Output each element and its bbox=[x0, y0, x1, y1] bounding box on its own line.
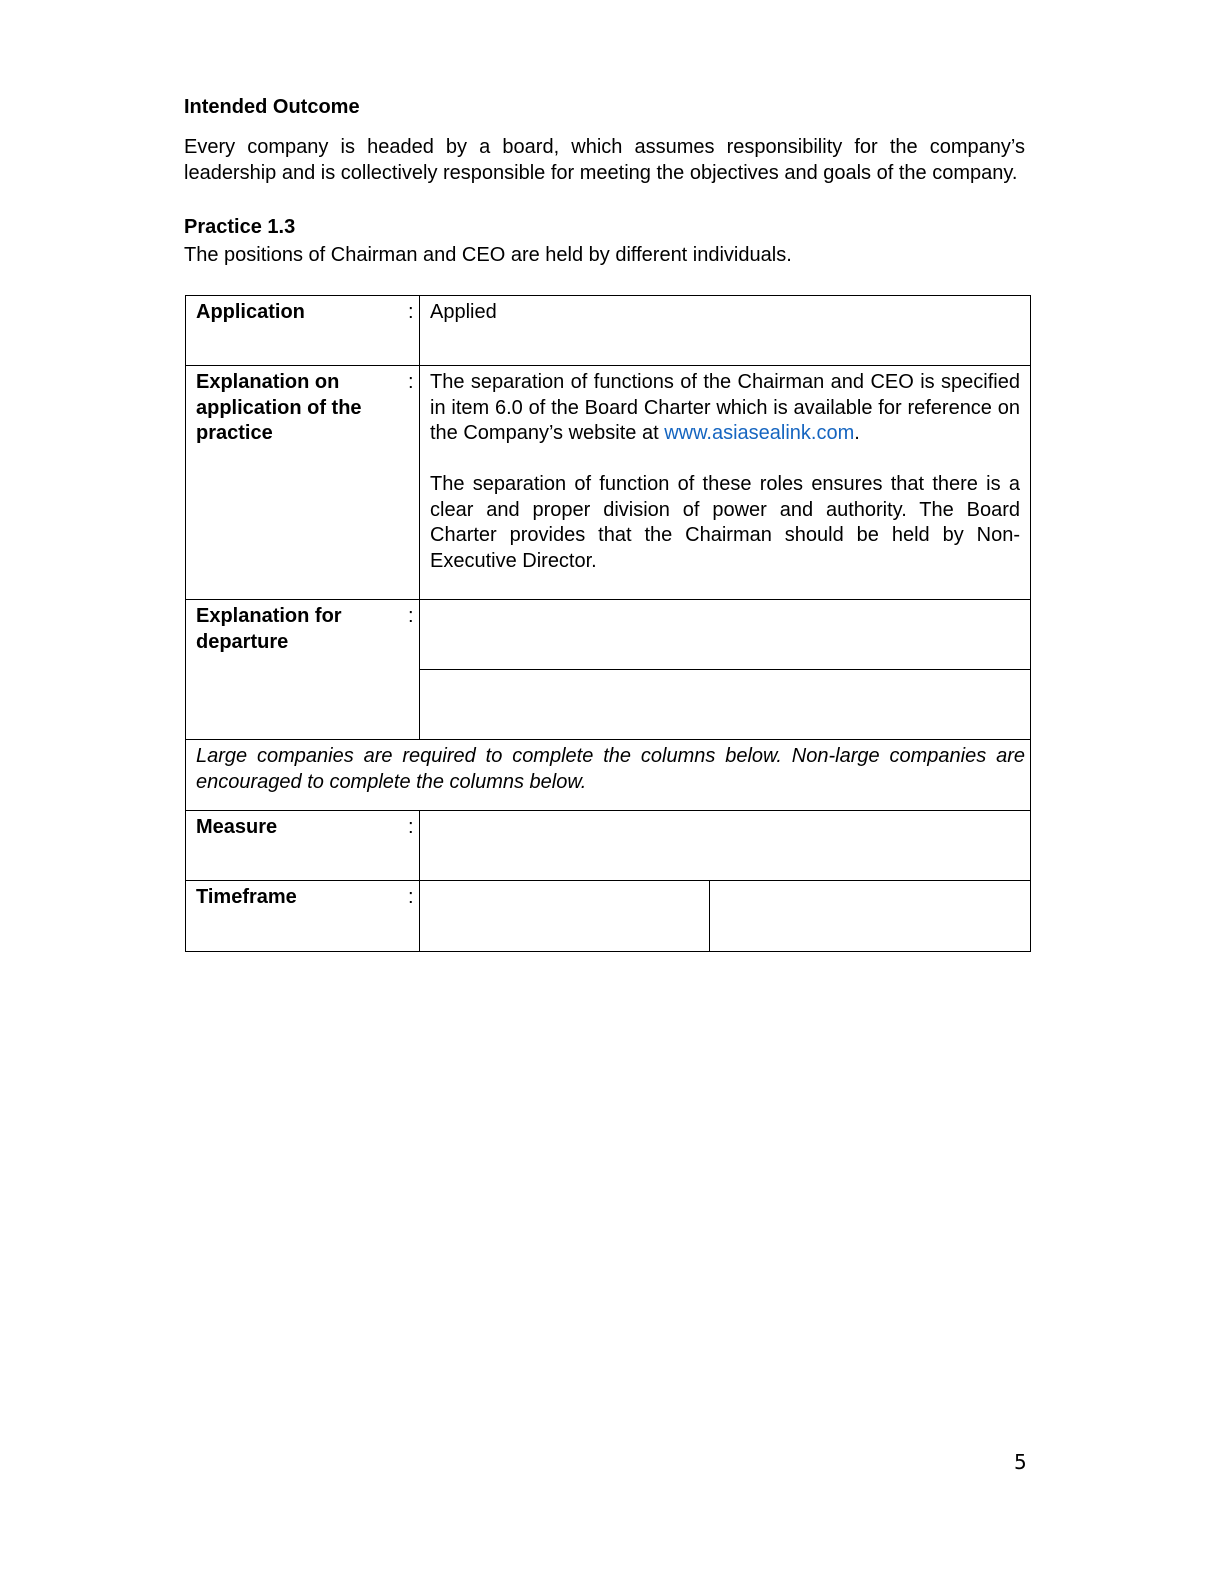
table-rule bbox=[709, 880, 710, 952]
explanation-application-paragraph-2: The separation of function of these roles ensures that there is a clear and proper division of power and authority. The Board Charter provides that the Chairman should be held by Non-Executive Director. bbox=[430, 473, 1020, 572]
colon: : bbox=[408, 301, 414, 323]
table-rule bbox=[419, 295, 420, 740]
timeframe-label: Timeframe bbox=[196, 886, 297, 908]
measure-label: Measure bbox=[196, 816, 278, 838]
explanation-application-paragraph-1 bbox=[430, 370, 1020, 447]
table-rule bbox=[185, 599, 1031, 600]
application-label: Application bbox=[196, 301, 305, 323]
page-number: 5 bbox=[1014, 1450, 1027, 1474]
table-rule bbox=[185, 810, 1031, 811]
explanation-application-label: Explanation on application of the practice bbox=[196, 371, 362, 444]
table-rule bbox=[419, 810, 420, 952]
table-rule bbox=[185, 739, 1031, 740]
large-companies-note: Large companies are required to complete the columns below. Non-large companies are encouraged to complete the columns below. bbox=[196, 745, 1025, 793]
colon: : bbox=[408, 886, 414, 908]
intended-outcome-heading: Intended Outcome bbox=[184, 96, 360, 118]
colon: : bbox=[408, 605, 414, 627]
practice-heading: Practice 1.3 bbox=[184, 216, 296, 238]
practice-text: The positions of Chairman and CEO are held by different individuals. bbox=[184, 244, 792, 266]
website-link[interactable]: www.asiasealink.com bbox=[664, 422, 855, 444]
table-rule bbox=[185, 365, 1031, 366]
explanation-text: . bbox=[854, 422, 860, 444]
intended-outcome-text: Every company is headed by a board, which assumes responsibility for the company’s leadership and is collectively responsible for meeting the objectives and goals of the company. bbox=[184, 136, 1025, 184]
application-value: Applied bbox=[430, 301, 497, 323]
colon: : bbox=[408, 816, 414, 838]
table-rule bbox=[420, 669, 1031, 670]
explanation-departure-label: Explanation for departure bbox=[196, 605, 342, 653]
explanation-text: The separation of functions of the Chairman and CEO is specified in item 6.0 of the Board Charter which is available for reference on the Company’s website at bbox=[430, 371, 1020, 444]
table-rule bbox=[185, 880, 1031, 881]
colon: : bbox=[408, 371, 414, 393]
